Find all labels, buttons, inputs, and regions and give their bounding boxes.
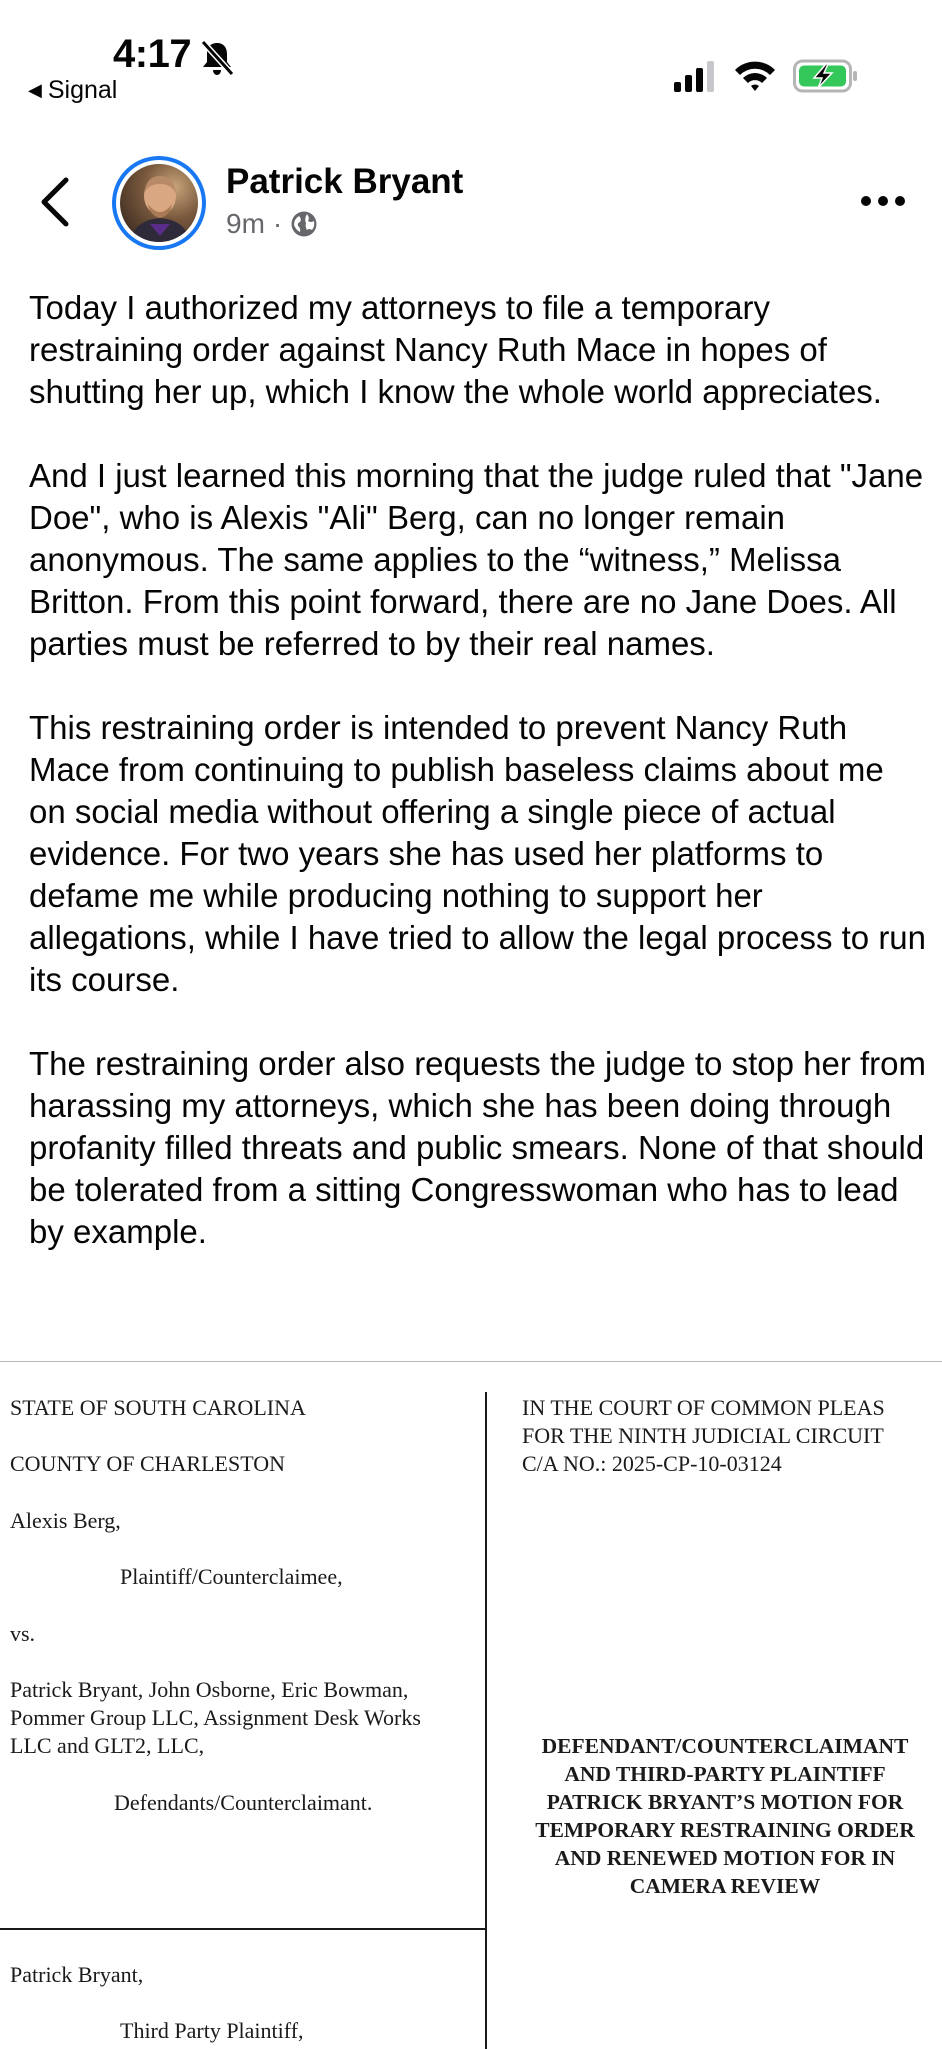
caption-divider-horizontal bbox=[0, 1928, 486, 1930]
more-options-icon[interactable] bbox=[860, 194, 906, 208]
battery-charging-icon bbox=[793, 59, 859, 93]
post-paragraph-2: And I just learned this morning that the judge ruled that "Jane Doe", who is Alexis "Ali" Berg, can no longer remain anonymous. The same applies to the “witness,” Melissa Britton. From this point forward, there are no Jane Does. All parties must be referred to by their real names. bbox=[29, 457, 924, 662]
doc-motion-title bbox=[508, 1732, 942, 1900]
motion-title-line: CAMERA REVIEW bbox=[629, 1874, 821, 1898]
motion-title-line: PATRICK BRYANT’S MOTION FOR bbox=[546, 1790, 904, 1814]
meta-separator: · bbox=[272, 208, 283, 239]
doc-defendants-line-3: LLC and GLT2, LLC, bbox=[10, 1733, 205, 1758]
bell-off-icon bbox=[200, 40, 234, 76]
post-text bbox=[29, 287, 929, 1295]
chevron-left-icon[interactable] bbox=[36, 176, 76, 228]
motion-title-line: DEFENDANT/COUNTERCLAIMANT bbox=[541, 1734, 909, 1758]
doc-state: STATE OF SOUTH CAROLINA bbox=[10, 1395, 306, 1420]
back-to-app-link[interactable] bbox=[28, 76, 117, 105]
doc-court-line-2: FOR THE NINTH JUDICIAL CIRCUIT bbox=[522, 1423, 884, 1448]
doc-case-number: C/A NO.: 2025-CP-10-03124 bbox=[522, 1451, 782, 1476]
post-paragraph-1: Today I authorized my attorneys to file a temporary restraining order against Nancy Ruth Mace in hopes of shutting her up, which I know the whole world appreciates. bbox=[29, 289, 882, 410]
doc-defendants-role: Defendants/Counterclaimant. bbox=[114, 1790, 373, 1815]
post-meta bbox=[226, 208, 318, 240]
doc-third-party-role: Third Party Plaintiff, bbox=[120, 2018, 304, 2043]
globe-icon bbox=[290, 210, 318, 238]
doc-defendants-line-1: Patrick Bryant, John Osborne, Eric Bowman, bbox=[10, 1677, 409, 1702]
motion-title-line: AND RENEWED MOTION FOR IN bbox=[554, 1846, 896, 1870]
doc-plaintiff: Alexis Berg, bbox=[10, 1508, 121, 1533]
signal-icon bbox=[673, 60, 717, 92]
doc-court-line-1: IN THE COURT OF COMMON PLEAS bbox=[522, 1395, 885, 1420]
avatar[interactable] bbox=[112, 156, 206, 250]
post-paragraph-4: The restraining order also requests the judge to stop her from harassing my attorneys, which she has been doing through profanity filled threats and public smears. None of that should be tolerated from a sitting Congresswoman who has to lead by example. bbox=[29, 1045, 926, 1250]
author-name[interactable]: Patrick Bryant bbox=[226, 162, 464, 201]
doc-vs: vs. bbox=[10, 1621, 36, 1646]
status-time: 4:17 bbox=[113, 32, 192, 76]
person-icon bbox=[120, 164, 198, 242]
back-triangle-icon: ◀ bbox=[28, 80, 42, 100]
doc-defendants-line-2: Pommer Group LLC, Assignment Desk Works bbox=[10, 1705, 421, 1730]
back-app-label: Signal bbox=[47, 76, 118, 104]
doc-county: COUNTY OF CHARLESTON bbox=[10, 1451, 286, 1476]
attached-document-image[interactable] bbox=[0, 1361, 942, 2049]
status-bar bbox=[0, 0, 942, 110]
post-header bbox=[0, 150, 942, 260]
caption-divider-vertical bbox=[485, 1392, 487, 2049]
motion-title-line: TEMPORARY RESTRAINING ORDER bbox=[535, 1818, 915, 1842]
avatar-photo bbox=[120, 164, 198, 242]
motion-title-line: AND THIRD-PARTY PLAINTIFF bbox=[564, 1762, 886, 1786]
post-paragraph-3: This restraining order is intended to prevent Nancy Ruth Mace from continuing to publish baseless claims about me on social media without offering a single piece of actual evidence. For two years she has used her platforms to defame me while producing nothing to support her allegations, while I have tried to allow the legal process to run its course. bbox=[29, 709, 927, 998]
doc-plaintiff-role: Plaintiff/Counterclaimee, bbox=[120, 1564, 343, 1589]
post-time[interactable]: 9m bbox=[226, 208, 265, 239]
wifi-icon bbox=[733, 58, 777, 92]
doc-third-party: Patrick Bryant, bbox=[10, 1962, 144, 1987]
